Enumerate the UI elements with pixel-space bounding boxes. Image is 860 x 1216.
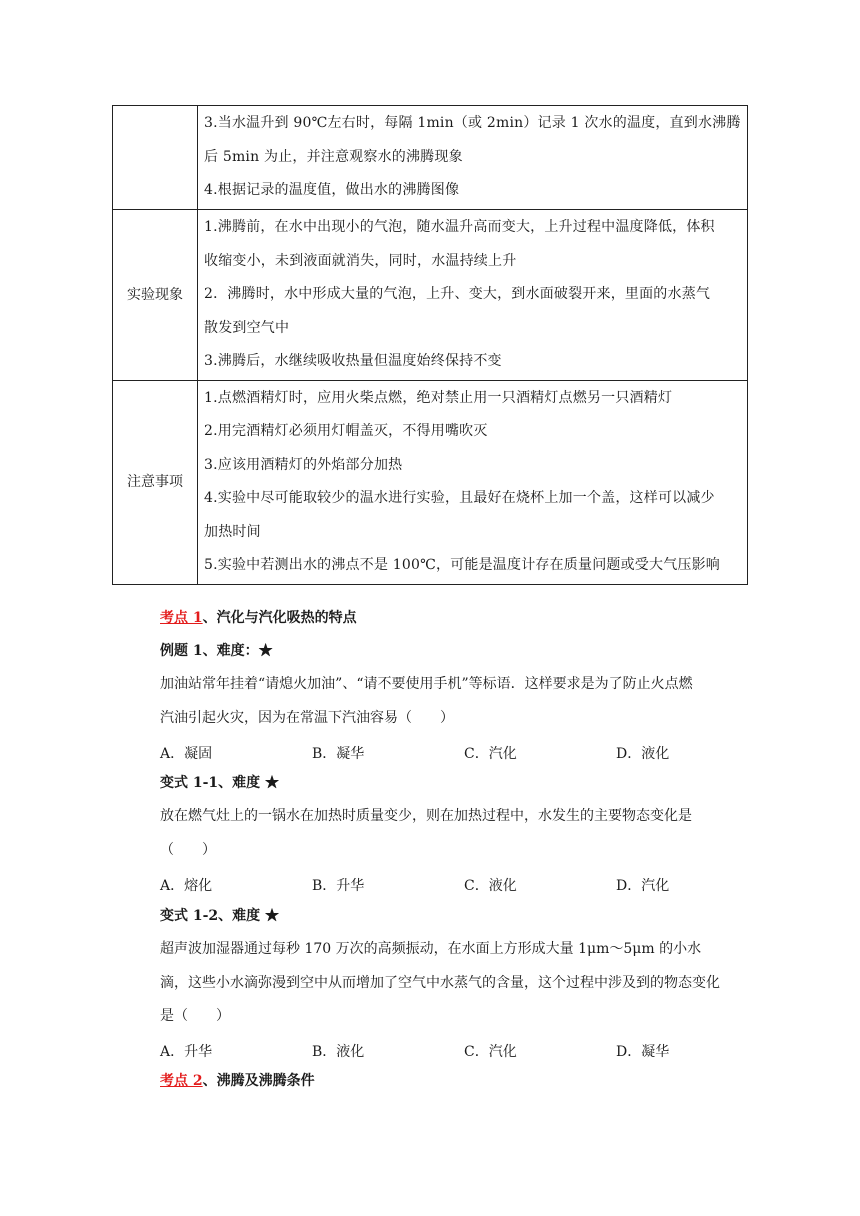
options-row bbox=[160, 875, 740, 895]
question-line: （ ） bbox=[160, 841, 216, 858]
table-row bbox=[113, 210, 748, 381]
table-row bbox=[113, 106, 748, 210]
content-line: 2.用完酒精灯必须用灯帽盖灭，不得用嘴吹灭 bbox=[204, 423, 488, 439]
table-row bbox=[113, 380, 748, 584]
kaodian-tag: 考点 1 bbox=[160, 610, 203, 626]
options-row bbox=[160, 743, 740, 763]
content-line: 收缩变小，未到液面就消失，同时，水温持续上升 bbox=[204, 252, 517, 269]
row-label-notes: 注意事项 bbox=[113, 380, 198, 584]
variant-heading: 变式 1-1、难度 ★ bbox=[160, 775, 280, 791]
option-c: C．液化 bbox=[464, 878, 517, 894]
content-line: 1.点燃酒精灯时，应用火柴点燃，绝对禁止用一只酒精灯点燃另一只酒精灯 bbox=[204, 389, 673, 406]
kaodian-tag: 考点 2 bbox=[160, 1073, 203, 1089]
option-b: B．液化 bbox=[312, 1044, 365, 1060]
section-heading-kaodian-2 bbox=[160, 1070, 315, 1090]
row-content bbox=[198, 210, 748, 381]
content-line: 散发到空气中 bbox=[204, 319, 290, 336]
question-line: 汽油引起火灾，因为在常温下汽油容易（ ） bbox=[160, 709, 454, 726]
row-content bbox=[198, 380, 748, 584]
content-line: 1.沸腾前，在水中出现小的气泡，随水温升高而变大，上升过程中温度降低，体积 bbox=[204, 219, 715, 235]
option-d: D．凝华 bbox=[616, 1044, 670, 1060]
section-heading-kaodian-1 bbox=[160, 607, 357, 627]
content-line: 加热时间 bbox=[204, 523, 261, 540]
variant-heading: 变式 1-2、难度 ★ bbox=[160, 908, 280, 924]
option-a: A．凝固 bbox=[160, 746, 213, 762]
content-line: 2．沸腾时，水中形成大量的气泡，上升、变大，到水面破裂开来，里面的水蒸气 bbox=[204, 286, 711, 302]
content-line: 后 5min 为止，并注意观察水的沸腾现象 bbox=[204, 148, 463, 165]
option-b: B．凝华 bbox=[312, 746, 365, 762]
option-d: D．汽化 bbox=[616, 878, 670, 894]
kaodian-title: 、汽化与汽化吸热的特点 bbox=[202, 610, 357, 626]
question-text bbox=[160, 668, 740, 735]
question-line: 是（ ） bbox=[160, 1008, 230, 1024]
row-content bbox=[198, 106, 748, 210]
option-c: C．汽化 bbox=[464, 1044, 517, 1060]
option-a: A．熔化 bbox=[160, 878, 213, 894]
option-a: A．升华 bbox=[160, 1044, 213, 1060]
kaodian-title: 、沸腾及沸腾条件 bbox=[202, 1073, 315, 1089]
content-line: 4.根据记录的温度值，做出水的沸腾图像 bbox=[204, 182, 460, 199]
content-line: 3.应该用酒精灯的外焰部分加热 bbox=[204, 456, 403, 473]
content-line: 3.当水温升到 90℃左右时，每隔 1min（或 2min）记录 1 次水的温度，直到水沸腾 bbox=[204, 115, 741, 132]
row-label-phenomenon: 实验现象 bbox=[113, 210, 198, 381]
option-b: B．升华 bbox=[312, 878, 365, 894]
example-heading: 例题 1、难度：★ bbox=[160, 643, 273, 659]
content-line: 4.实验中尽可能取较少的温水进行实验，且最好在烧杯上加一个盖，这样可以减少 bbox=[204, 490, 715, 506]
row-label bbox=[113, 106, 198, 210]
question-text bbox=[160, 933, 740, 1034]
content-line: 5.实验中若测出水的沸点不是 100℃，可能是温度计存在质量问题或受大气压影响 bbox=[204, 557, 720, 573]
experiment-table bbox=[112, 105, 748, 585]
question-text bbox=[160, 800, 740, 867]
option-d: D．液化 bbox=[616, 746, 670, 762]
question-line: 放在燃气灶上的一锅水在加热时质量变少，则在加热过程中，水发生的主要物态变化是 bbox=[160, 808, 692, 824]
question-line: 加油站常年挂着“请熄火加油”、“请不要使用手机”等标语．这样要求是为了防止火点燃 bbox=[160, 676, 693, 692]
content-line: 3.沸腾后，水继续吸收热量但温度始终保持不变 bbox=[204, 353, 502, 369]
option-c: C．汽化 bbox=[464, 746, 517, 762]
question-line: 滴，这些小水滴弥漫到空中从而增加了空气中水蒸气的含量，这个过程中涉及到的物态变化 bbox=[160, 974, 720, 991]
options-row bbox=[160, 1041, 740, 1061]
question-line: 超声波加湿器通过每秒 170 万次的高频振动，在水面上方形成大量 1μm～5μm 的小水 bbox=[160, 941, 702, 957]
